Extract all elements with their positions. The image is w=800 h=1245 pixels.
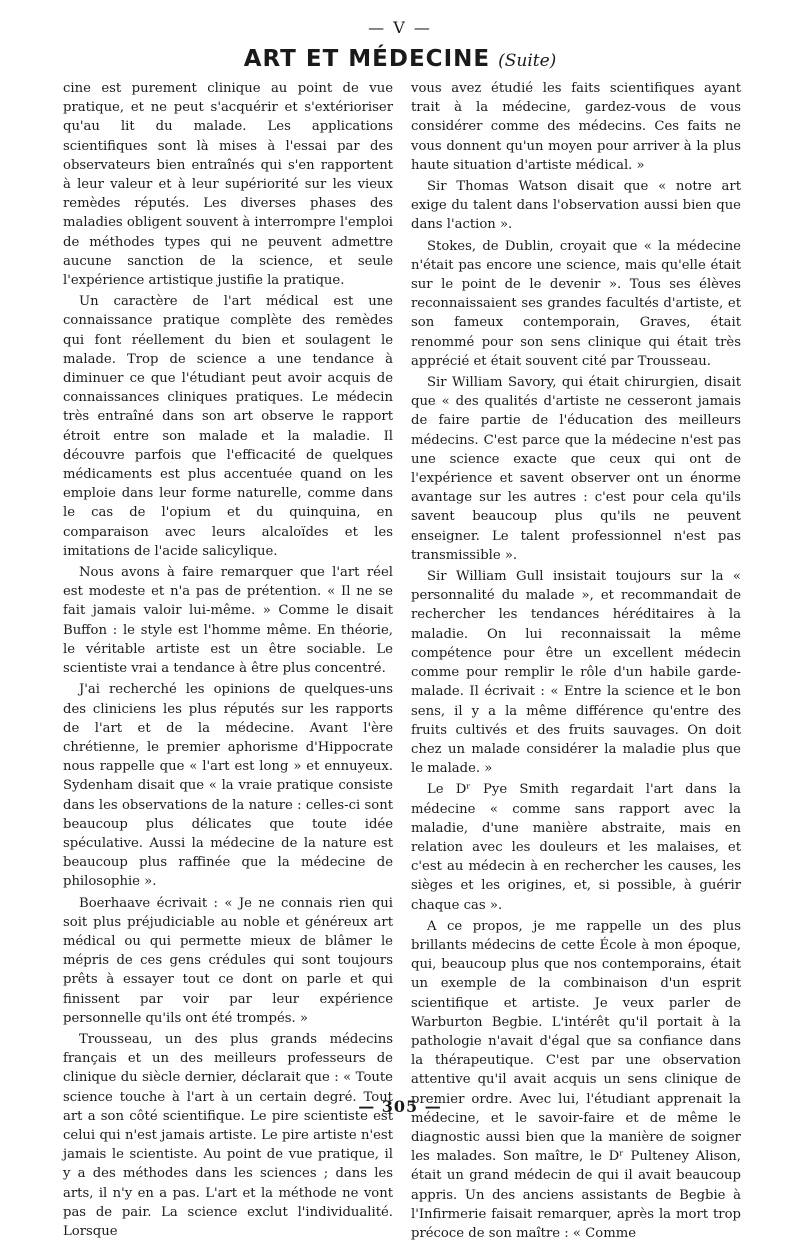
title-suffix: (Suite) (498, 51, 557, 71)
right-column (411, 79, 741, 1245)
paragraph: Stokes, de Dublin, croyait que « la médecine n'était pas encore une science, mais qu'elle était sur le point de le devenir ». Tous ses élèves reconnaissaient ses grandes facultés d'artiste, et son fameux contemporain, Graves, était renommé pour son sens clinique qui était très apprécié et était souvent cité par Trousseau. (411, 238, 741, 369)
paragraph: A ce propos, je me rappelle un des plus brillants médecins de cette École à mon époque, qui, beaucoup plus que nos contemporains, était un exemple de la combinaison d'un esprit scientifique et artiste. Je veux parler de Warburton Begbie. L'intérêt qu'il portait à la pathologie n'avait d'égal que sa confiance dans la thérapeutique. C'est par une observation attentive qu'il avait acquis un sens clinique de premier ordre. Avec lui, l'étudiant apprenait la médecine, et le savoir-faire et de même le diagnostic aussi bien que la manière de soigner les malades. Son maître, le Dʳ Pulteney Alison, était un grand médecin de qui il avait beaucoup appris. Un des anciens assistants de Begbie à l'Infirmerie faisait remarquer, après la mort trop précoce de son maître : « Comme (411, 918, 741, 1241)
paragraph: Boerhaave écrivait : « Je ne connais rien qui soit plus préjudiciable au noble et généreux art médical ou qui permette mieux de blâmer le mépris de ces gens crédules qui sont toujours prêts à essayer tout ce dont on parle et qui finissent par voir par leur expérience personnelle qu'ils ont été trompés. » (63, 895, 393, 1026)
paragraph: vous avez étudié les faits scientifiques ayant trait à la médecine, gardez-vous de vous considérer comme des médecins. Ces faits ne vous donnent qu'un moyen pour arriver à la plus haute situation d'artiste médical. » (411, 81, 741, 173)
footer-page-number: — 305 — (358, 1097, 442, 1116)
paragraph: Sir William Gull insistait toujours sur la « personnalité du malade », et recommandait de rechercher les tendances héréditaires à la maladie. On lui reconnaissait la même compétence pour être un excellent médecin comme pour remplir le rôle d'un habile garde-malade. Il écrivait : « Entre la science et le bon sens, il y a la même différence qu'entre des fruits cultivés et des fruits sauvages. On doit chez un malade considérer la maladie plus que le malade. » (411, 569, 741, 777)
paragraph: Nous avons à faire remarquer que l'art réel est modeste et n'a pas de prétention. « Il ne se fait jamais valoir lui-même. » Comme le disait Buffon : le style est l'homme même. En théorie, le véritable artiste est un être sociable. Le scientiste vrai a tendance à être plus concentré. (63, 565, 393, 677)
header-page-roman: — V — (368, 18, 432, 37)
paragraph: Sir Thomas Watson disait que « notre art exige du talent dans l'observation aussi bien que dans l'action ». (411, 179, 741, 233)
paragraph: cine est purement clinique au point de vue pratique, et ne peut s'acquérir et s'extérioriser qu'au lit du malade. Les applications scientifiques sont là mises à l'essai par des observateurs bien entraînés qui s'en rapportent à leur valeur et à leur supériorité sur les vieux remèdes réputés. Les diverses phases des maladies obligent souvent à interrompre l'emploi de méthodes types qui ne peuvent admettre aucune sanction de la science, et seule l'expérience artistique justifie la pratique. (63, 81, 393, 289)
paragraph: Un caractère de l'art médical est une connaissance pratique complète des remèdes qui font réellement du bien et soulagent le malade. Trop de science a une tendance à diminuer ce que l'étudiant peut avoir acquis de connaissances cliniques pratiques. Le médecin très entraîné dans son art observe le rapport étroit entre son malade et la maladie. Il découvre parfois que l'efficacité de quelques médicaments est plus accentuée quand on les emploie dans leur forme naturelle, comme dans le cas de l'opium et du quinquina, en comparaison avec leurs alcaloïdes et les imitations de l'acide salicylique. (63, 294, 393, 559)
paragraph: Trousseau, un des plus grands médecins français et un des meilleurs professeurs de clinique du siècle dernier, déclarait que : « Toute science touche à l'art à un certain degré. Tout art a son côté scientifique. Le pire scientiste est celui qui n'est jamais artiste. Le pire artiste n'est jamais le scientiste. Au point de vue pratique, il y a des méthodes dans les sciences ; dans les arts, il n'y en a pas. L'art et la méthode ne vont pas de pair. La science exclut l'individualité. Lorsque (63, 1031, 393, 1239)
paragraph: Le Dʳ Pye Smith regardait l'art dans la médecine « comme sans rapport avec la maladie, d'une manière abstraite, mais en relation avec les douleurs et les malaises, et c'est au médecin à en rechercher les causes, les sièges et les origines, et, si possible, à guérir chaque cas ». (411, 782, 741, 913)
paragraph: J'ai recherché les opinions de quelques-uns des cliniciens les plus réputés sur les rapports de l'art et de la médecine. Avant l'ère chrétienne, le premier aphorisme d'Hippocrate nous rappelle que « l'art est long » et ennuyeux. Sydenham disait que « la vraie pratique consiste dans les observations de la nature : celles-ci sont beaucoup plus délicates que toute idée spéculative. Aussi la médecine de la nature est beaucoup plus raffinée que la médecine de philosophie ». (63, 682, 393, 890)
article-title (0, 46, 800, 72)
title-main: ART ET MÉDECINE (243, 46, 491, 72)
paragraph: Sir William Savory, qui était chirurgien, disait que « des qualités d'artiste ne cesseront jamais de faire partie de l'éducation des meilleurs médecins. C'est parce que la médecine n'est pas une science exacte que ceux qui ont de l'expérience et savent observer ont un énorme avantage sur les autres : c'est pour cela qu'ils savent beaucoup plus qu'ils ne peuvent enseigner. Le talent professionnel n'est pas transmissible ». (411, 375, 741, 563)
left-column (63, 79, 393, 1243)
